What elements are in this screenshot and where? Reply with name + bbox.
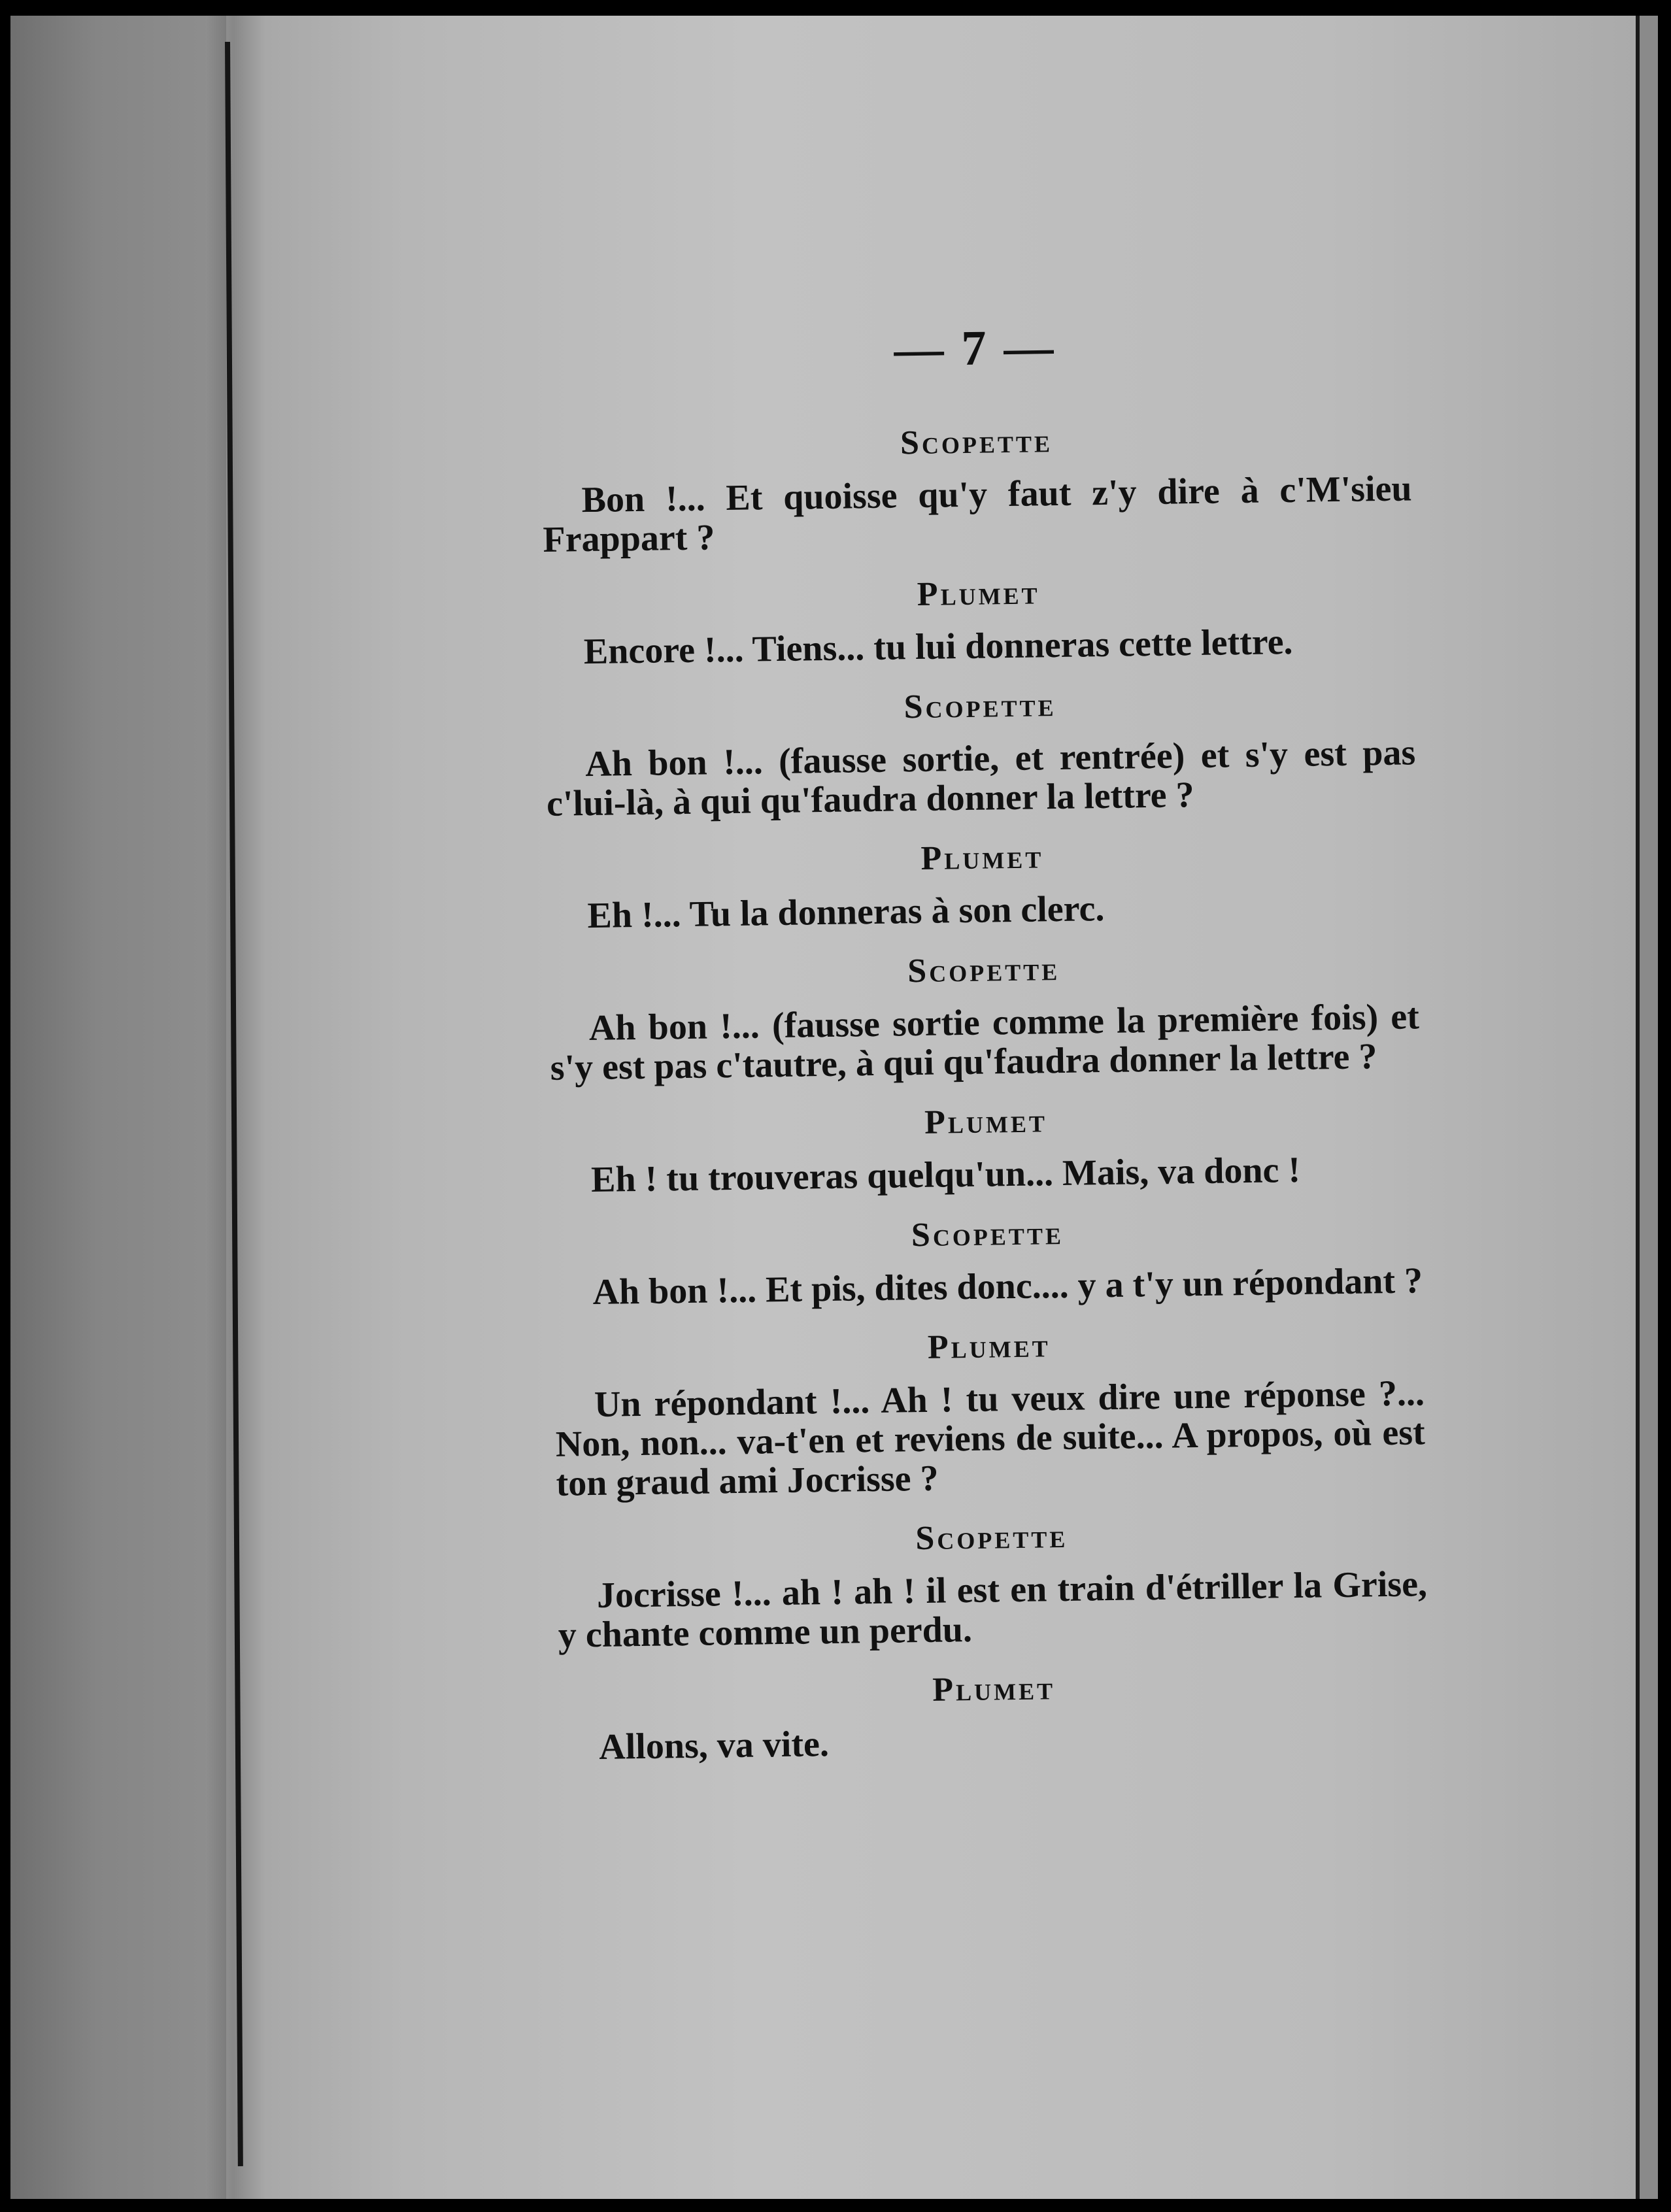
speech-text: Ah bon !... Et pis, dites donc.... y a t'y un répondant ? [592, 1260, 1423, 1313]
dialogue-line [557, 1515, 1428, 1655]
speaker-name: Scopette [911, 1214, 1064, 1254]
speech-text: Un répondant !... Ah ! tu veux dire une réponse ?... Non, non... va-t'en et reviens de suite... A propos, où est ton graud ami Jocrisse ? [555, 1373, 1426, 1504]
speaker-name: Scopette [907, 950, 1060, 990]
right-margin-band [1640, 16, 1658, 2199]
speaker-name: Plumet [920, 838, 1044, 877]
speaker-name: Scopette [903, 686, 1056, 726]
speech-text: Ah bon !... (fausse sortie, et rentrée) et s'y est pas c'lui-là, à qui qu'faudra donner la lettre ? [546, 732, 1416, 824]
dialogue-line [554, 1324, 1426, 1503]
dialogue-line [549, 947, 1420, 1088]
speech-text: Ah bon !... (fausse sortie comme la première fois) et s'y est pas c'tautre, à qui qu'faudra donner la lettre ? [550, 996, 1420, 1088]
dialogue-line [551, 1099, 1422, 1200]
speech-text: Bon !... Et quoisse qu'y faut z'y dire à c'M'sieu Frappart ? [543, 468, 1412, 560]
left-facing-page [10, 16, 226, 2199]
speaker-name: Plumet [932, 1669, 1056, 1709]
dialogue-line [547, 835, 1418, 936]
speech-text: Jocrisse !... ah ! ah ! il est en train d'étriller la Grise, y chante comme un perdu. [558, 1564, 1428, 1656]
speech-text: Encore !... Tiens... tu lui donneras cette lettre. [583, 621, 1293, 673]
page-number: — 7 — [893, 319, 1057, 377]
scanned-page [10, 16, 1658, 2199]
speaker-name: Scopette [900, 422, 1053, 462]
speaker-name: Scopette [915, 1517, 1068, 1558]
speaker-name: Plumet [927, 1327, 1051, 1366]
play-text [540, 317, 1431, 1898]
dialogue-line [552, 1211, 1423, 1313]
speaker-name: Plumet [917, 574, 1040, 613]
dialogue-line [559, 1666, 1430, 1768]
speech-text: Allons, va vite. [598, 1724, 830, 1768]
speech-text: Eh ! tu trouveras quelqu'un... Mais, va donc ! [590, 1149, 1301, 1201]
speech-text: Eh !... Tu la donneras à son clerc. [587, 888, 1105, 937]
dialogue-line [545, 683, 1417, 824]
dialogue-line [541, 419, 1413, 560]
dialogue-line [543, 571, 1414, 672]
page-edge-line [1636, 16, 1640, 2199]
speaker-name: Plumet [924, 1102, 1048, 1141]
